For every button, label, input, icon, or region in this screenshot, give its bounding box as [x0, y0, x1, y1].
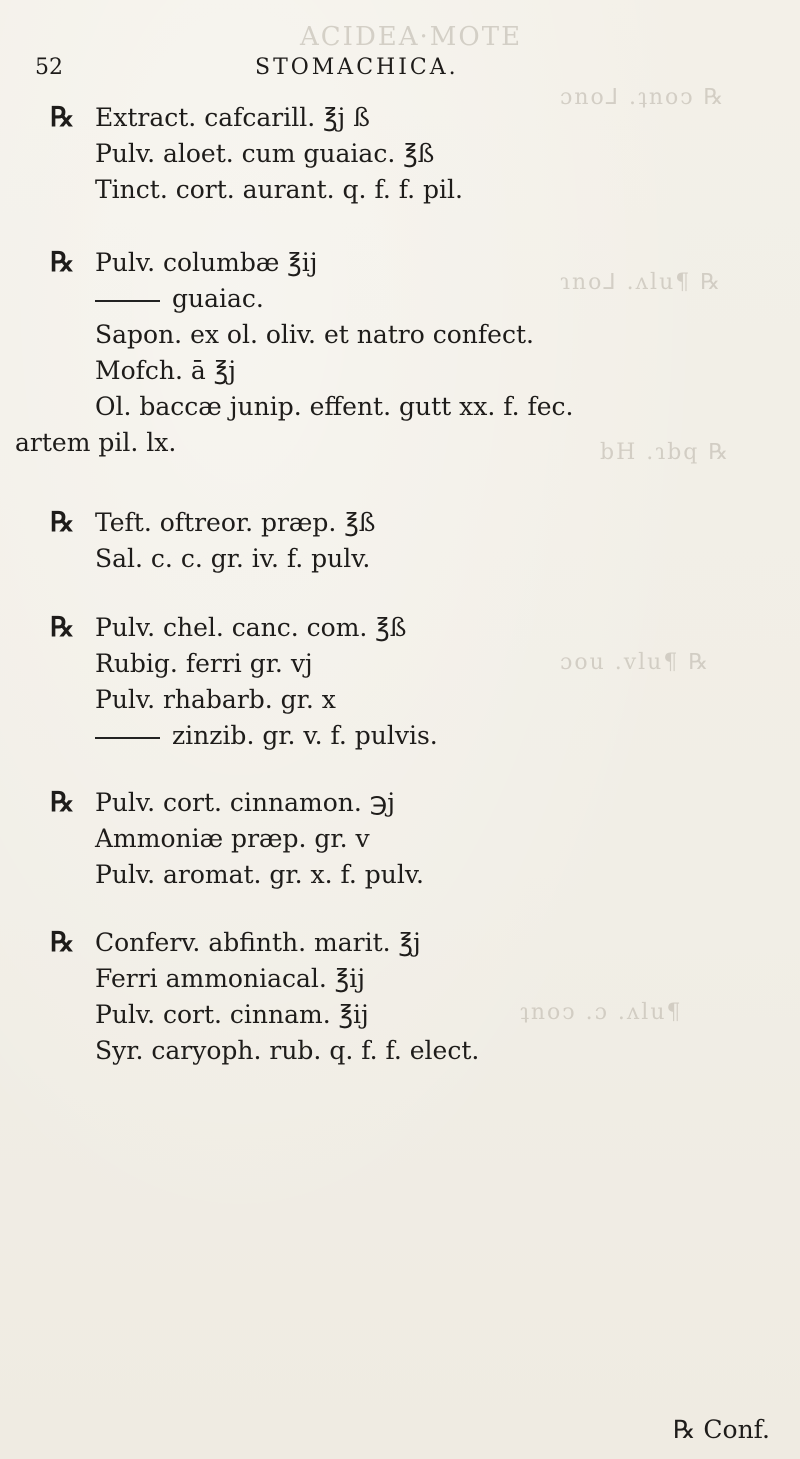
ingredient-continued — [95, 718, 438, 754]
ingredient: Pulv. chel. canc. com. ℥ß — [95, 613, 407, 642]
recipe-line — [50, 821, 780, 857]
recipe-line — [50, 610, 780, 646]
recipe — [50, 785, 780, 893]
recipe-line — [50, 505, 780, 541]
recipe-line — [50, 646, 780, 682]
ingredient-text: guaiac. — [172, 284, 264, 313]
ingredient: Pulv. cort. cinnamon. ℈j — [95, 788, 395, 817]
recipe-line — [50, 172, 780, 208]
ingredient: Conferv. abfinth. marit. ℥j — [95, 928, 421, 957]
recipe-line — [50, 718, 780, 754]
ingredient: Ol. baccæ junip. effent. gutt xx. f. fec. — [95, 392, 574, 421]
recipe-line — [50, 100, 780, 136]
recipe-line — [50, 353, 780, 389]
recipe-line — [50, 997, 780, 1033]
ingredient-continued — [95, 281, 264, 317]
ingredient: Pulv. aloet. cum guaiac. ℥ß — [95, 139, 435, 168]
ingredient: Sapon. ex ol. oliv. et natro confect. — [95, 320, 534, 349]
recipe-symbol: ℞ — [50, 787, 75, 818]
recipe-line — [50, 857, 780, 893]
recipe — [50, 505, 780, 577]
recipe-line — [50, 245, 780, 281]
recipe-line — [50, 682, 780, 718]
page-number: 52 — [35, 55, 63, 80]
ingredient: Syr. caryoph. rub. q. f. f. elect. — [95, 1036, 480, 1065]
recipe-symbol: ℞ — [50, 612, 75, 643]
ingredient: Sal. c. c. gr. iv. f. pulv. — [95, 544, 371, 573]
show-through-text: ɔno⅃ .ʇnoↄ ℞ — [560, 85, 726, 110]
recipe — [15, 245, 780, 461]
recipe-line — [50, 925, 780, 961]
ingredient: Rubig. ferri gr. vj — [95, 649, 313, 678]
recipe-line — [15, 425, 780, 461]
ingredient-text: zinzib. gr. v. f. pulvis. — [172, 721, 438, 750]
ingredient: Pulv. columbæ ℥ij — [95, 248, 318, 277]
recipe — [50, 100, 780, 208]
ditto-dash — [95, 300, 160, 302]
ingredient: Teft. oftreor. præp. ℥ß — [95, 508, 376, 537]
recipe-symbol: ℞ — [50, 247, 75, 278]
ingredient: Pulv. rhabarb. gr. x — [95, 685, 336, 714]
page-header — [35, 55, 775, 95]
ditto-dash — [95, 737, 160, 739]
recipe-symbol: ℞ — [50, 507, 75, 538]
show-through-text: bH .ɿbq ℞ — [600, 440, 731, 465]
catchword: ℞ Conf. — [673, 1415, 770, 1444]
running-title: STOMACHICA. — [255, 55, 459, 80]
ingredient: Tinct. cort. aurant. q. f. f. pil. — [95, 175, 463, 204]
ingredient: Extract. cafcarill. ℥j ß — [95, 103, 370, 132]
recipe-symbol: ℞ — [50, 927, 75, 958]
show-through-text: ɔou .vlu¶ ℞ — [560, 650, 711, 675]
ingredient-wrap: artem pil. lx. — [15, 428, 177, 457]
recipe-symbol: ℞ — [50, 102, 75, 133]
recipe — [50, 925, 780, 1069]
show-through-text: ACIDEA·MOTE — [300, 22, 523, 52]
ingredient: Ferri ammoniacal. ℥ij — [95, 964, 365, 993]
recipe-line — [50, 961, 780, 997]
recipe-line — [50, 136, 780, 172]
ingredient: Pulv. cort. cinnam. ℥ij — [95, 1000, 369, 1029]
recipe-line — [50, 541, 780, 577]
recipe-line — [50, 281, 780, 317]
ingredient: Mofch. ā ℥j — [95, 356, 236, 385]
recipe — [50, 610, 780, 754]
show-through-text: ɿno⅃ .ʌlu¶ ℞ — [560, 270, 722, 295]
recipe-line — [50, 785, 780, 821]
ingredient: Pulv. aromat. gr. x. f. pulv. — [95, 860, 424, 889]
recipe-line — [50, 389, 780, 425]
recipe-line — [50, 317, 780, 353]
recipe-line — [50, 1033, 780, 1069]
ingredient: Ammoniæ præp. gr. v — [95, 824, 370, 853]
show-through-text: ʇnoↄ .ɔ .ʌlu¶ — [520, 1000, 683, 1025]
